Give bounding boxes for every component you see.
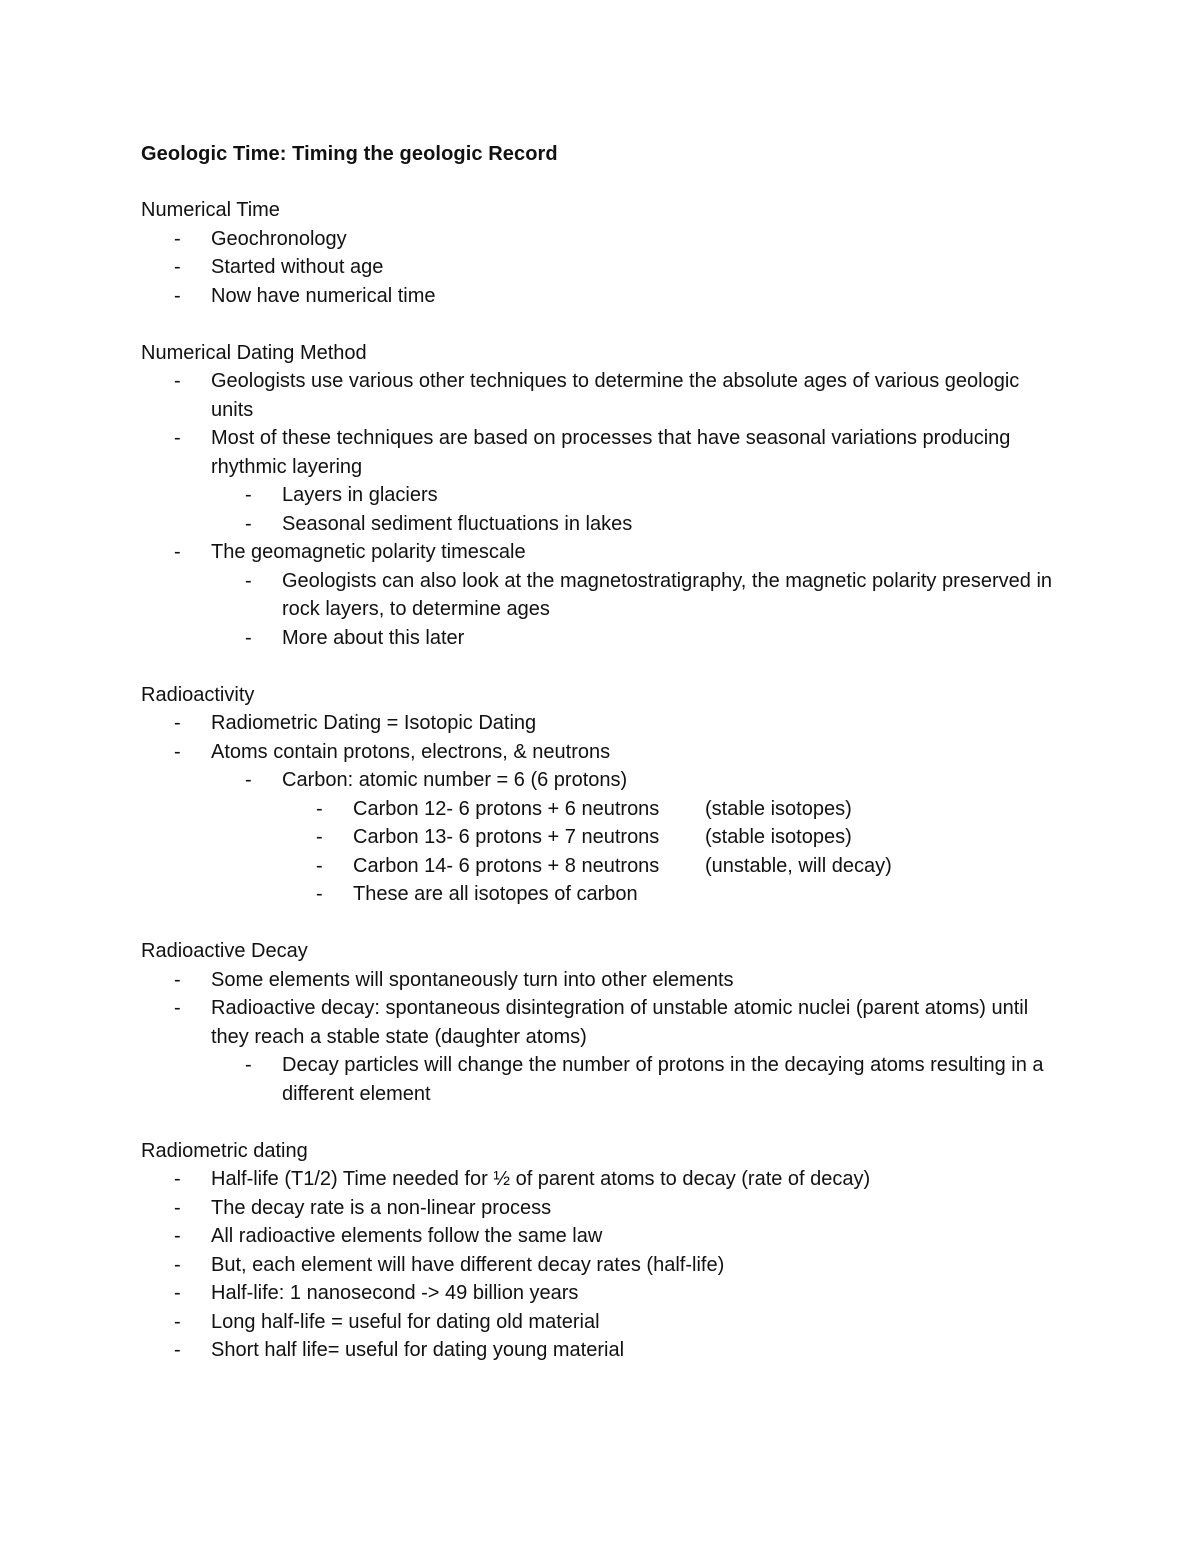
bullet-dash: -	[174, 1253, 181, 1276]
document-title: Geologic Time: Timing the geologic Record	[141, 143, 558, 165]
bullet-dash: -	[174, 1310, 181, 1333]
isotope-item: - These are all isotopes of carbon	[141, 880, 1061, 909]
bullet-list	[141, 966, 1061, 1052]
bullet-list	[141, 1165, 1061, 1365]
bullet-list	[141, 367, 1061, 481]
bullet-dash: -	[245, 484, 252, 506]
list-item: - All radioactive elements follow the same law	[141, 1222, 1061, 1251]
bullet-dash: -	[174, 227, 181, 250]
isotope-note: (stable isotopes)	[705, 797, 852, 820]
bullet-dash: -	[174, 968, 181, 991]
bullet-dash: -	[316, 854, 323, 877]
bullet-dash: -	[245, 769, 252, 791]
bullet-dash: -	[174, 740, 181, 763]
isotope-item: - Carbon 13- 6 protons + 7 neutrons (stable isotopes)	[141, 823, 1061, 852]
bullet-list	[141, 538, 1061, 567]
list-item: - Geochronology	[141, 225, 1061, 254]
isotope-item: - Carbon 12- 6 protons + 6 neutrons (stable isotopes)	[141, 795, 1061, 824]
section-heading: Numerical Time	[141, 199, 280, 221]
bullet-dash: -	[174, 1196, 181, 1219]
section-radioactivity	[141, 681, 1061, 909]
list-item: - Radioactive decay: spontaneous disintegration of unstable atomic nuclei (parent atoms) until they reach a stable state (daughter atoms)	[141, 994, 1061, 1051]
bullet-dash: -	[174, 1225, 181, 1247]
sub-bullet-list	[141, 567, 1061, 653]
isotope-note: (stable isotopes)	[705, 826, 852, 848]
bullet-list	[141, 225, 1061, 311]
sub-bullet-list	[141, 766, 1061, 795]
bullet-list	[141, 709, 1061, 766]
bullet-dash: -	[174, 712, 181, 734]
isotope-note: (unstable, will decay)	[705, 854, 892, 877]
bullet-dash: -	[245, 512, 252, 535]
section-heading: Numerical Dating Method	[141, 341, 367, 364]
bullet-dash: -	[174, 997, 181, 1019]
section-radioactive-decay	[141, 937, 1061, 1108]
section-numerical-dating	[141, 339, 1061, 653]
bullet-dash: -	[174, 427, 181, 449]
list-item: - Radiometric Dating = Isotopic Dating	[141, 709, 1061, 738]
list-item: - Atoms contain protons, electrons, & neutrons	[141, 738, 1061, 767]
list-item: - But, each element will have different decay rates (half-life)	[141, 1251, 1061, 1280]
bullet-dash: -	[174, 256, 181, 278]
list-item: - Most of these techniques are based on processes that have seasonal variations producing rhythmic layering	[141, 424, 1061, 481]
bullet-dash: -	[316, 883, 323, 905]
sub-list-item: - More about this later	[141, 624, 1061, 653]
list-item: - Geologists use various other techniques to determine the absolute ages of various geologic units	[141, 367, 1061, 424]
list-item: - Half-life (T1/2) Time needed for ½ of parent atoms to decay (rate of decay)	[141, 1165, 1061, 1194]
list-item: - The decay rate is a non-linear process	[141, 1194, 1061, 1223]
bullet-dash: -	[174, 284, 181, 307]
sub-list-item: - Seasonal sediment fluctuations in lakes	[141, 510, 1061, 539]
section-numerical-time	[141, 196, 1061, 310]
list-item: - Started without age	[141, 253, 1061, 282]
list-item: - The geomagnetic polarity timescale	[141, 538, 1061, 567]
section-radiometric-dating	[141, 1137, 1061, 1365]
list-item: - Long half-life = useful for dating old material	[141, 1308, 1061, 1337]
sub-list-item: - Decay particles will change the number of protons in the decaying atoms resulting in a different element	[141, 1051, 1061, 1108]
bullet-dash: -	[174, 1282, 181, 1304]
section-heading: Radioactivity	[141, 683, 255, 706]
section-heading: Radioactive Decay	[141, 940, 308, 962]
list-item: - Half-life: 1 nanosecond -> 49 billion years	[141, 1279, 1061, 1308]
bullet-dash: -	[174, 1168, 181, 1190]
bullet-dash: -	[316, 826, 323, 848]
bullet-dash: -	[245, 1054, 252, 1076]
sub-bullet-list	[141, 1051, 1061, 1108]
sub-bullet-list	[141, 481, 1061, 538]
list-item: - Now have numerical time	[141, 282, 1061, 311]
section-heading: Radiometric dating	[141, 1139, 308, 1162]
bullet-dash: -	[316, 797, 323, 820]
sub-list-item: - Geologists can also look at the magnetostratigraphy, the magnetic polarity preserved in rock layers, to determine ages	[141, 567, 1061, 624]
bullet-dash: -	[245, 626, 252, 649]
sub-list-item: - Layers in glaciers	[141, 481, 1061, 510]
notes-content	[141, 138, 1061, 1393]
bullet-dash: -	[174, 541, 181, 563]
isotope-item: - Carbon 14- 6 protons + 8 neutrons (unstable, will decay)	[141, 852, 1061, 881]
bullet-dash: -	[245, 569, 252, 592]
list-item: - Short half life= useful for dating young material	[141, 1336, 1061, 1365]
sub-list-item: - Carbon: atomic number = 6 (6 protons)	[141, 766, 1061, 795]
bullet-dash: -	[174, 370, 181, 392]
list-item: - Some elements will spontaneously turn into other elements	[141, 966, 1061, 995]
isotope-list	[141, 795, 1061, 909]
bullet-dash: -	[174, 1339, 181, 1361]
